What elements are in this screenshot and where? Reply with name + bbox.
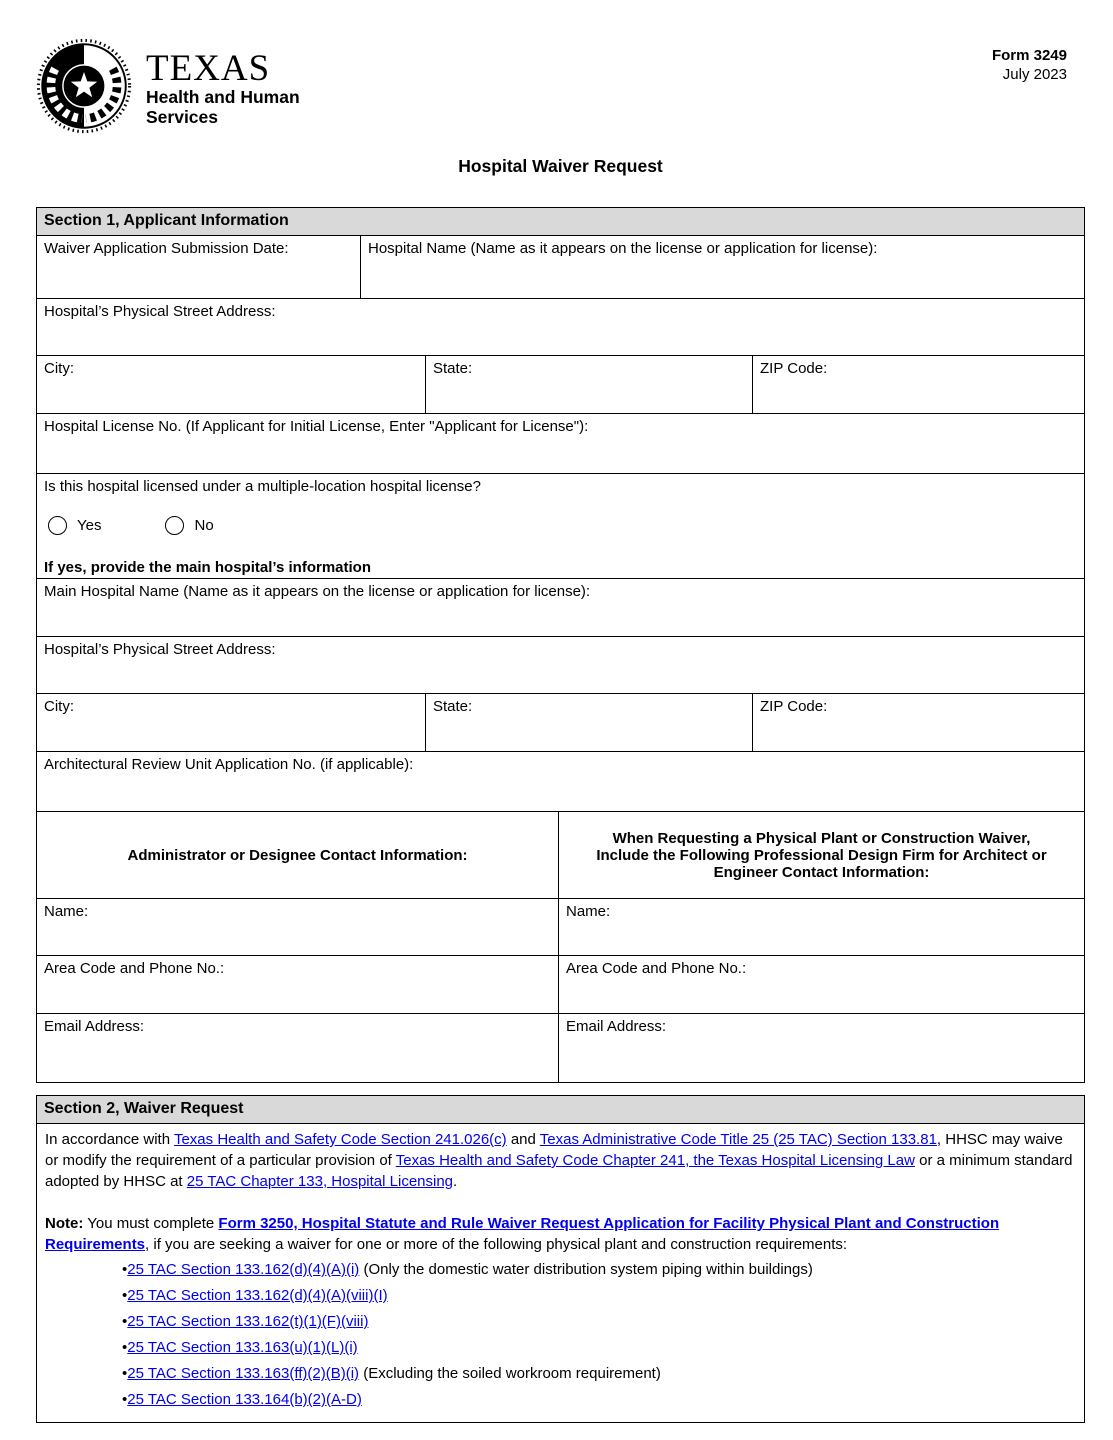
- field-admin-phone[interactable]: [37, 956, 559, 1013]
- field-state-1-label: State:: [433, 360, 473, 377]
- multi-location-radios: [48, 516, 1077, 535]
- field-hospital-name[interactable]: [361, 236, 1084, 298]
- row-contact-name: [37, 899, 1084, 956]
- field-zip-1-label: ZIP Code:: [760, 360, 828, 377]
- field-state-1[interactable]: [426, 356, 753, 413]
- field-design-phone[interactable]: [559, 956, 1084, 1013]
- intro-text-2: and: [506, 1131, 540, 1148]
- link-tac-133-163-ff2Bi[interactable]: 25 TAC Section 133.163(ff)(2)(B)(i): [127, 1365, 360, 1382]
- list-item: [122, 1310, 1076, 1334]
- form-date: July 2023: [1002, 66, 1067, 83]
- field-submission-date-label: Waiver Application Submission Date:: [44, 240, 289, 257]
- row-city-state-zip-2: [37, 694, 1084, 752]
- intro-text-1: In accordance with: [45, 1131, 174, 1148]
- note-paragraph: [45, 1213, 1076, 1255]
- link-tac-chapter-133[interactable]: 25 TAC Chapter 133, Hospital Licensing: [186, 1173, 454, 1190]
- texas-hhs-brand: [36, 38, 300, 134]
- bullet-icon: •: [122, 1339, 128, 1356]
- note-text-2: , if you are seeking a waiver for one or more of the following physical plant and construction requirements:: [145, 1236, 848, 1253]
- field-hospital-name-label: Hospital Name (Name as it appears on the license or application for license):: [368, 240, 878, 257]
- intro-text-3: , HHSC may waive or modify the requirement of a particular provision of: [45, 1131, 1063, 1169]
- row-city-state-zip-1: [37, 356, 1084, 414]
- field-city-2[interactable]: [37, 694, 426, 751]
- field-zip-2[interactable]: [753, 694, 1084, 751]
- field-main-hospital-name[interactable]: [37, 579, 1084, 636]
- radio-yes[interactable]: [48, 516, 101, 535]
- field-submission-date[interactable]: [37, 236, 361, 298]
- field-license-no[interactable]: [37, 414, 1084, 473]
- field-state-2[interactable]: [426, 694, 753, 751]
- page-header: [36, 38, 1085, 134]
- row-contact-email: [37, 1014, 1084, 1082]
- bullet-icon: •: [122, 1261, 128, 1278]
- field-design-email[interactable]: [559, 1014, 1084, 1082]
- if-yes-instruction: If yes, provide the main hospital’s information: [44, 559, 371, 576]
- field-street-2-label: Hospital’s Physical Street Address:: [44, 641, 276, 658]
- link-tac-133-164-b2AD[interactable]: 25 TAC Section 133.164(b)(2)(A-D): [127, 1391, 362, 1408]
- field-arch-review-no[interactable]: [37, 752, 1084, 811]
- section2-content: [37, 1124, 1084, 1422]
- list-item: [122, 1258, 1076, 1282]
- brand-hhs-line1: Health and Human: [146, 87, 300, 107]
- tac-requirements-list: [122, 1258, 1076, 1412]
- link-tac-133-81[interactable]: Texas Administrative Code Title 25 (25 TAC) Section 133.81: [539, 1131, 937, 1148]
- intro-text-5: .: [453, 1173, 458, 1190]
- field-city-1[interactable]: [37, 356, 426, 413]
- link-hsc-chapter-241[interactable]: Texas Health and Safety Code Chapter 241, the Texas Hospital Licensing Law: [395, 1152, 915, 1169]
- link-tac-133-163-u1Li[interactable]: 25 TAC Section 133.163(u)(1)(L)(i): [127, 1339, 358, 1356]
- radio-no-label: No: [194, 516, 214, 534]
- row-contact-headers: [37, 812, 1084, 899]
- list-item: [122, 1388, 1076, 1412]
- field-main-hospital-name-label: Main Hospital Name (Name as it appears on the license or application for license):: [44, 583, 591, 600]
- field-admin-name[interactable]: [37, 899, 559, 955]
- field-admin-email[interactable]: [37, 1014, 559, 1082]
- link-tac-133-162-d4AviiiI[interactable]: 25 TAC Section 133.162(d)(4)(A)(viii)(I): [127, 1287, 388, 1304]
- admin-contact-header: Administrator or Designee Contact Information:: [37, 812, 559, 898]
- field-zip-2-label: ZIP Code:: [760, 698, 828, 715]
- field-admin-phone-label: Area Code and Phone No.:: [44, 960, 225, 977]
- bullet-icon: •: [122, 1391, 128, 1408]
- multi-location-question: Is this hospital licensed under a multiple-location hospital license?: [44, 478, 481, 495]
- brand-wordmark: [146, 45, 300, 127]
- row-street-2: [37, 637, 1084, 694]
- list-item: [122, 1362, 1076, 1386]
- field-street-1[interactable]: [37, 299, 1084, 355]
- bullet-icon: •: [122, 1313, 128, 1330]
- row-arch-review: [37, 752, 1084, 812]
- row-street-1: [37, 299, 1084, 356]
- row-date-name: [37, 236, 1084, 299]
- row-main-name: [37, 579, 1084, 637]
- section1-header: Section 1, Applicant Information: [37, 208, 1084, 236]
- note-text-1: You must complete: [83, 1215, 219, 1232]
- field-admin-email-label: Email Address:: [44, 1018, 145, 1035]
- link-tac-133-162-d4Ai[interactable]: 25 TAC Section 133.162(d)(4)(A)(i): [127, 1261, 360, 1278]
- radio-yes-circle-icon[interactable]: [48, 516, 67, 535]
- row-contact-phone: [37, 956, 1084, 1014]
- texas-hhs-seal-icon: [36, 38, 132, 134]
- intro-text-4: or a minimum standard adopted by HHSC at: [45, 1152, 1073, 1190]
- page-title: Hospital Waiver Request: [458, 156, 663, 176]
- field-state-2-label: State:: [433, 698, 473, 715]
- field-street-1-label: Hospital’s Physical Street Address:: [44, 303, 276, 320]
- list-item: [122, 1284, 1076, 1308]
- field-design-phone-label: Area Code and Phone No.:: [566, 960, 747, 977]
- waiver-intro-paragraph: [45, 1129, 1076, 1192]
- field-license-no-label: Hospital License No. (If Applicant for Initial License, Enter "Applicant for License"):: [44, 418, 589, 435]
- field-design-email-label: Email Address:: [566, 1018, 667, 1035]
- link-form-3250[interactable]: Form 3250, Hospital Statute and Rule Waiver Request Application for Facility Physical Plant and Construction Requirements: [45, 1215, 1000, 1253]
- design-firm-contact-header: When Requesting a Physical Plant or Construction Waiver, Include the Following Professional Design Firm for Architect or Engineer Contact Information:: [596, 829, 1047, 881]
- list-item: [122, 1336, 1076, 1360]
- field-design-name-label: Name:: [566, 903, 611, 920]
- form-info: [992, 38, 1085, 84]
- row-license-no: [37, 414, 1084, 474]
- field-admin-name-label: Name:: [44, 903, 89, 920]
- field-city-2-label: City:: [44, 698, 74, 715]
- field-street-2[interactable]: [37, 637, 1084, 693]
- radio-yes-label: Yes: [77, 516, 102, 534]
- section2-header: Section 2, Waiver Request: [37, 1096, 1084, 1124]
- bullet-icon: •: [122, 1287, 128, 1304]
- link-tac-133-162-t1Fviii[interactable]: 25 TAC Section 133.162(t)(1)(F)(viii): [127, 1313, 369, 1330]
- note-label: Note:: [45, 1215, 84, 1232]
- bullet-suffix: (Only the domestic water distribution system piping within buildings): [359, 1261, 813, 1278]
- link-hsc-241-026c[interactable]: Texas Health and Safety Code Section 241.026(c): [173, 1131, 507, 1148]
- radio-no[interactable]: [165, 516, 213, 535]
- bullet-suffix: (Excluding the soiled workroom requirement): [359, 1365, 661, 1382]
- section1-box: [36, 207, 1085, 1083]
- row-multi-location: [37, 474, 1084, 579]
- field-zip-1[interactable]: [753, 356, 1084, 413]
- radio-no-circle-icon[interactable]: [165, 516, 184, 535]
- field-design-name[interactable]: [559, 899, 1084, 955]
- field-city-1-label: City:: [44, 360, 74, 377]
- section2-box: [36, 1095, 1085, 1423]
- multi-location-question-cell: [37, 474, 1084, 578]
- form-number: Form 3249: [991, 47, 1067, 64]
- bullet-icon: •: [122, 1365, 128, 1382]
- brand-texas: TEXAS: [146, 48, 271, 89]
- field-arch-review-no-label: Architectural Review Unit Application No. (if applicable):: [44, 756, 414, 773]
- brand-hhs-line2: Services: [146, 107, 219, 127]
